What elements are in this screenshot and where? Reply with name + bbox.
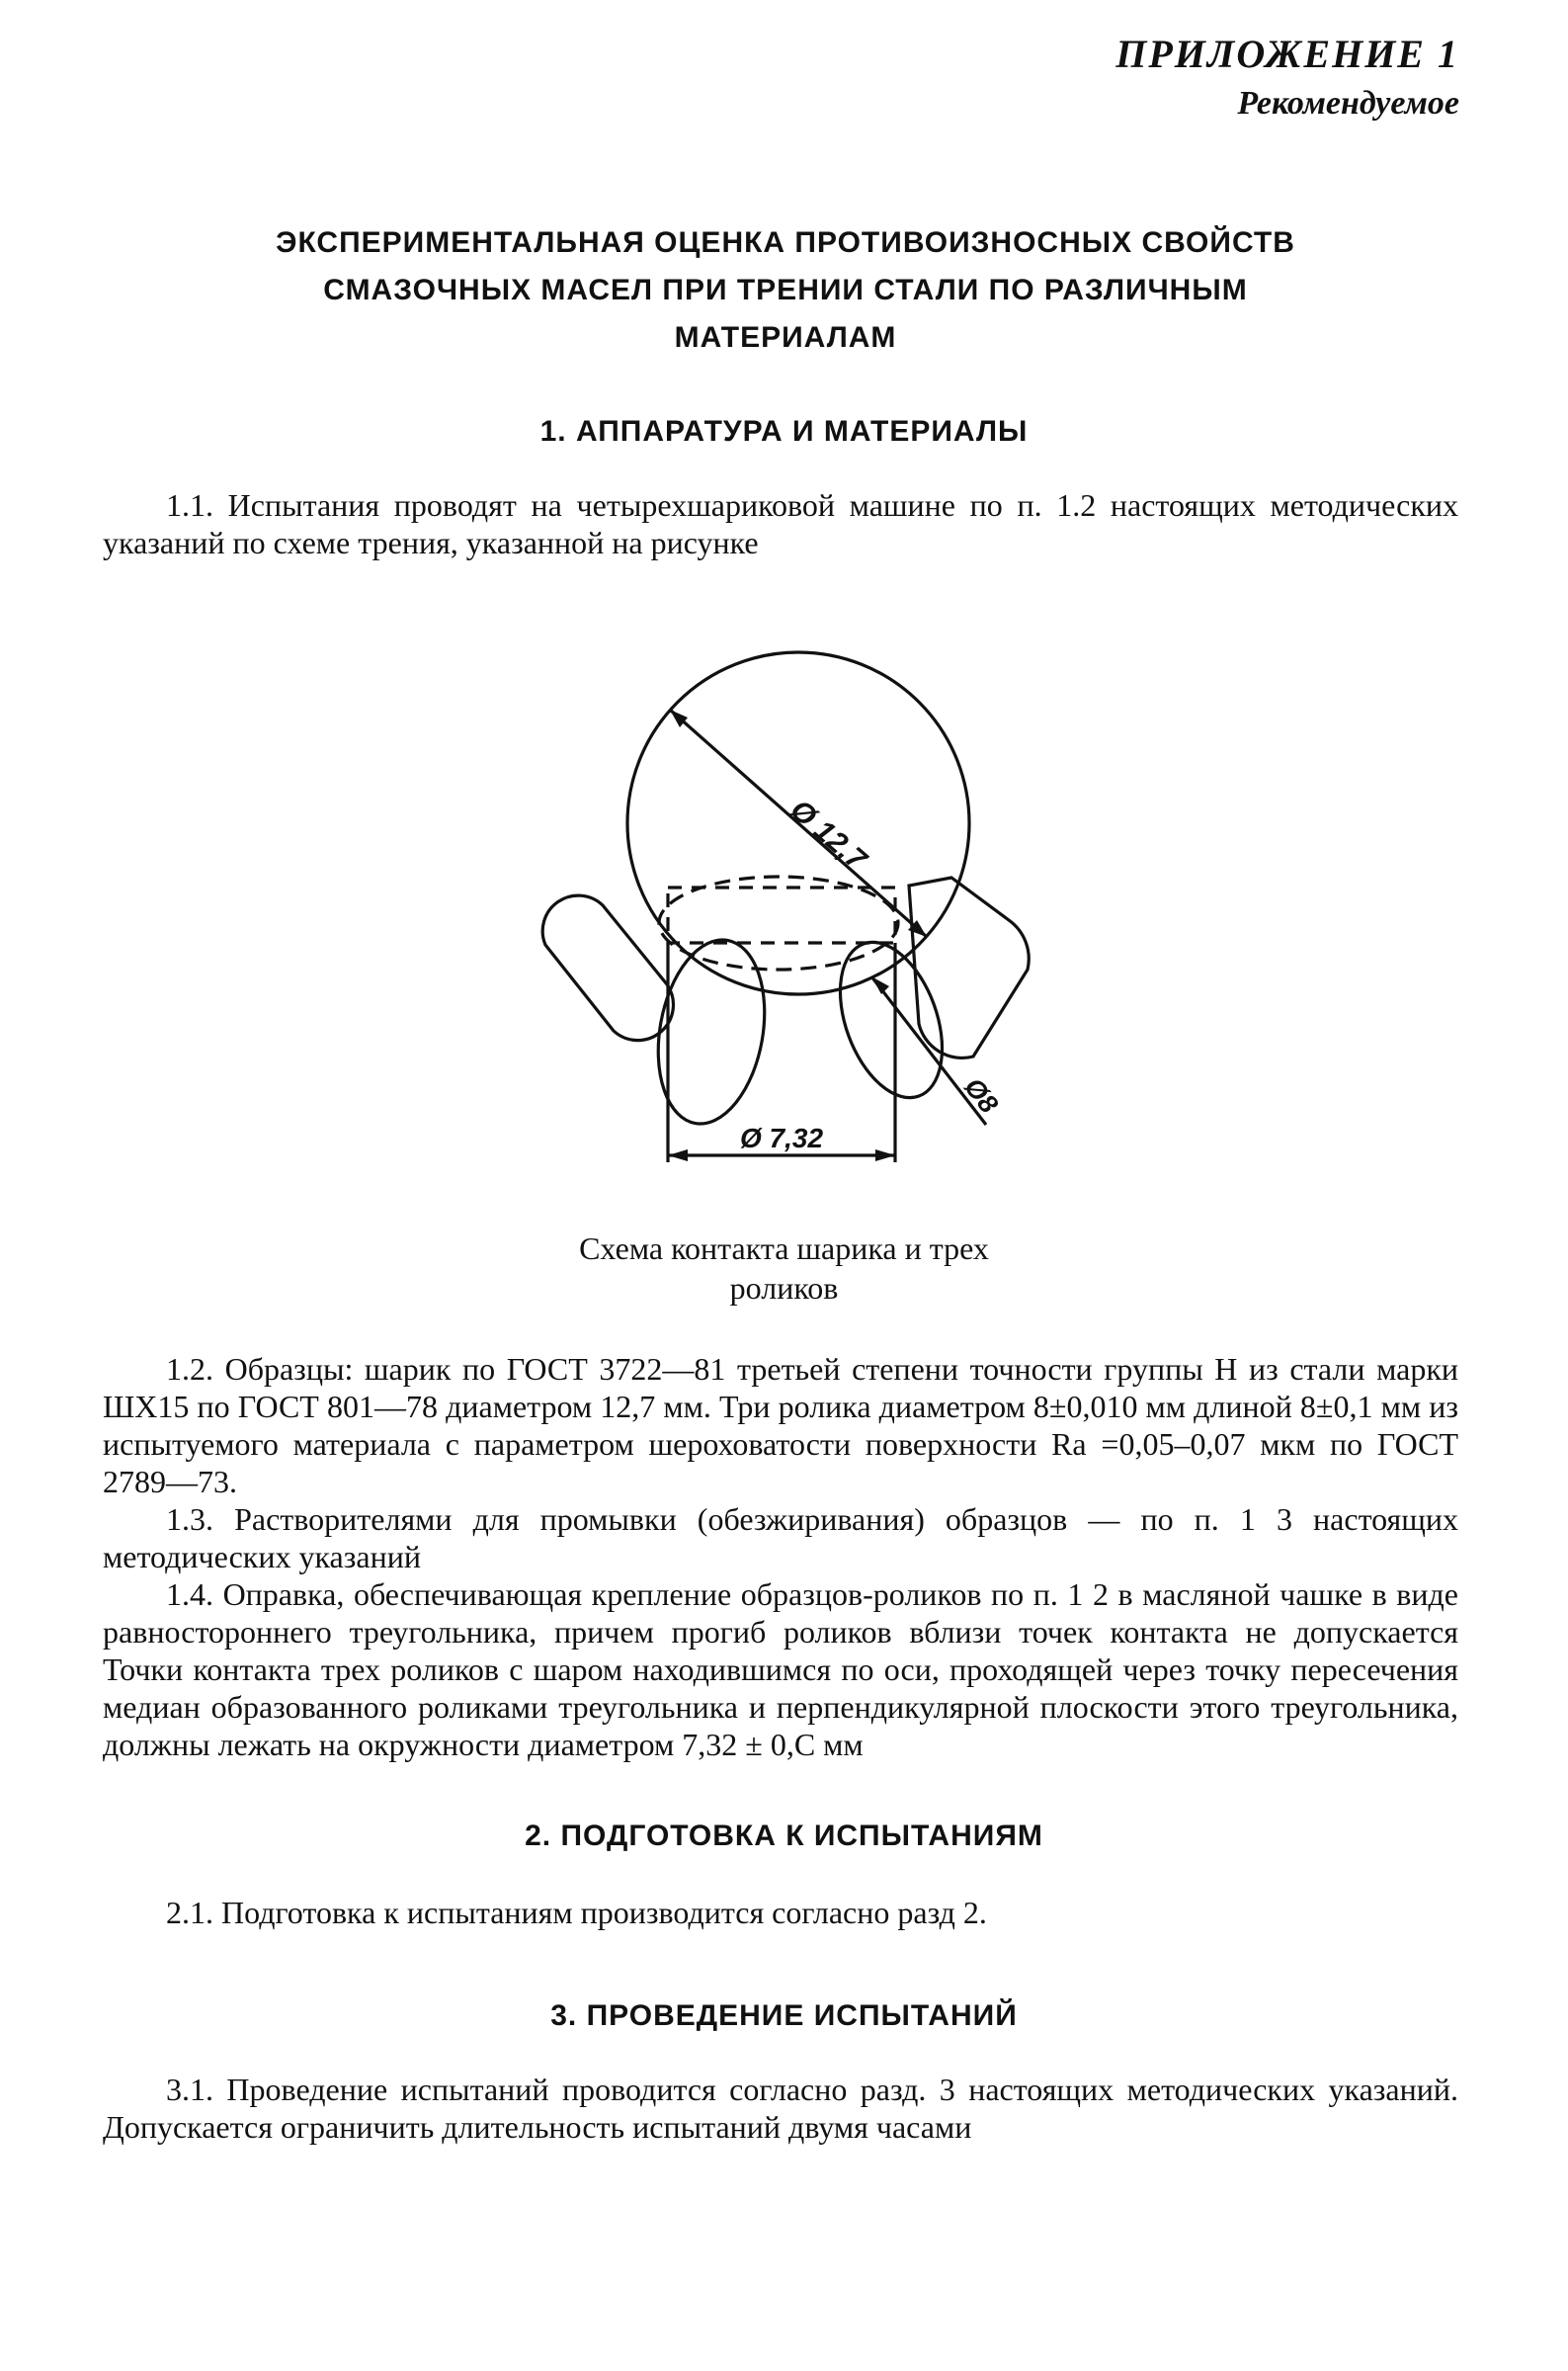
arrowhead-roller — [871, 976, 889, 994]
paragraph-1-4: 1.4. Оправка, обеспечивающая крепление образцов-роликов по п. 1 2 в масляной чашке в виде равностороннего треугольника, причем прогиб роликов вблизи точек контакта не допускается Точки контакта трех роликов с шаром находившимся по оси, проходящей через точку пересечения медиан образованного роликами треугольника и перпендикулярной плоскости этого треугольника, должны лежать на окружности диаметром 7,32 ± 0,С мм — [103, 1576, 1458, 1762]
title-line-3: МАТЕРИАЛАМ — [674, 321, 897, 354]
annex-header — [1115, 28, 1459, 127]
title-line-1: ЭКСПЕРИМЕНТАЛЬНАЯ ОЦЕНКА ПРОТИВОИЗНОСНЫХ СВОЙСТВ — [276, 226, 1295, 259]
figure-caption — [0, 1228, 1568, 1308]
section-2-heading: 2. ПОДГОТОВКА К ИСПЫТАНИЯМ — [525, 1820, 1043, 1852]
lower-right-roller — [821, 928, 962, 1112]
title-line-2: СМАЗОЧНЫХ МАСЕЛ ПРИ ТРЕНИИ СТАЛИ ПО РАЗЛИЧНЫМ — [323, 274, 1248, 306]
paragraph-1-3: 1.3. Растворителями для промывки (обезжиривания) образцов — по п. 1 3 настоящих методических указаний — [103, 1501, 1458, 1574]
arrowhead-left — [668, 1149, 688, 1161]
section-1-heading: 1. АППАРАТУРА И МАТЕРИАЛЫ — [539, 415, 1029, 448]
label-roller-diameter: Ø8 — [958, 1072, 1005, 1119]
arrowhead-right — [875, 1149, 895, 1161]
right-roller — [909, 878, 1029, 1058]
caption-line-2: роликов — [729, 1270, 839, 1306]
contact-ellipse — [659, 877, 898, 970]
annex-status: Рекомендуемое — [1237, 85, 1459, 122]
contact-scheme-figure — [514, 589, 1067, 1202]
label-ball-diameter: Ø 12,7 — [784, 793, 873, 877]
dashed-rectangle — [668, 888, 895, 943]
section-3-heading: 3. ПРОВЕДЕНИЕ ИСПЫТАНИЙ — [550, 1999, 1018, 2032]
paragraph-2-1: 2.1. Подготовка к испытаниям производится согласно разд 2. — [166, 1895, 987, 1930]
paragraph-1-2: 1.2. Образцы: шарик по ГОСТ 3722—81 третьей степени точности группы Н из стали марки ШХ15 по ГОСТ 801—78 диаметром 12,7 мм. Три ролика диаметром 8±0,010 мм длиной 8±0,1 мм из испытуемого материала с параметром шероховатости поверхности Ra =0,05–0,07 мкм по ГОСТ 2789—73. — [103, 1351, 1458, 1499]
paragraph-3-1: 3.1. Проведение испытаний проводится согласно разд. 3 настоящих методических указаний. Допускается ограничить длительность испытаний двумя часами — [103, 2072, 1458, 2145]
document-title — [148, 219, 1423, 362]
paragraph-1-1: 1.1. Испытания проводят на четырехшариковой машине по п. 1.2 настоящих методических указаний по схеме трения, указанной на рисунке — [103, 487, 1458, 560]
label-circle-diameter: Ø 7,32 — [739, 1123, 824, 1153]
caption-line-1: Схема контакта шарика и трех — [579, 1230, 989, 1266]
annex-label: ПРИЛОЖЕНИЕ 1 — [1115, 32, 1459, 76]
